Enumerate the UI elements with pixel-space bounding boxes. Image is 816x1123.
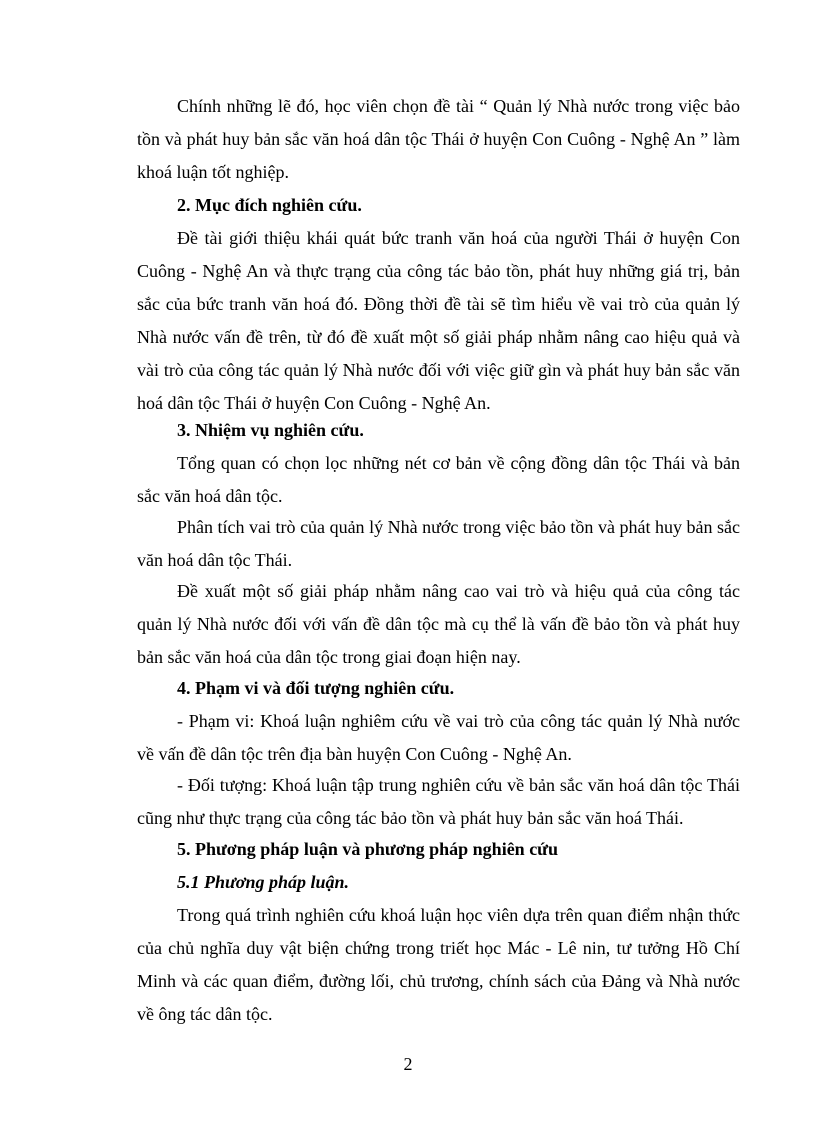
paragraph-methodology: Trong quá trình nghiên cứu khoá luận học viên dựa trên quan điểm nhận thức của chủ nghĩa duy vật biện chứng trong triết học Mác - Lê nin, tư tưởng Hồ Chí Minh và các quan điểm, đường lối, chủ trương, chính sách của Đảng và Nhà nước về ông tác dân tộc. [137, 905, 740, 1024]
heading-research-tasks: 3. Nhiệm vụ nghiên cứu. [177, 420, 364, 440]
paragraph-scope: - Phạm vi: Khoá luận nghiêm cứu về vai trò của công tác quản lý Nhà nước về vấn đề dân tộc trên địa bàn huyện Con Cuông - Nghệ An. [137, 711, 740, 764]
paragraph-object: - Đối tượng: Khoá luận tập trung nghiên cứu về bản sắc văn hoá dân tộc Thái cũng như thực trạng của công tác bảo tồn và phát huy bản sắc văn hoá Thái. [137, 775, 740, 828]
paragraph-research-purpose: Đề tài giới thiệu khái quát bức tranh văn hoá của người Thái ở huyện Con Cuông - Nghệ An và thực trạng của công tác bảo tồn, phát huy những giá trị, bản sắc của bức tranh văn hoá đó. Đồng thời đề tài sẽ tìm hiểu về vai trò của quản lý Nhà nước vấn đề trên, từ đó đề xuất một số giải pháp nhằm nâng cao hiệu quả và vài trò của công tác quản lý Nhà nước đối với việc giữ gìn và phát huy bản sắc văn hoá dân tộc Thái ở huyện Con Cuông - Nghệ An. [137, 228, 740, 413]
heading-research-purpose: 2. Mục đích nghiên cứu. [177, 195, 362, 215]
paragraph-intro: Chính những lẽ đó, học viên chọn đề tài “ Quản lý Nhà nước trong việc bảo tồn và phát huy bản sắc văn hoá dân tộc Thái ở huyện Con Cuông - Nghệ An ” làm khoá luận tốt nghiệp. [137, 96, 740, 182]
heading-methodology: 5. Phương pháp luận và phương pháp nghiên cứu [177, 839, 558, 859]
paragraph-task-1: Tổng quan có chọn lọc những nét cơ bản về cộng đồng dân tộc Thái và bản sắc văn hoá dân tộc. [137, 453, 740, 506]
heading-scope-object: 4. Phạm vi và đối tượng nghiên cứu. [177, 678, 455, 698]
page-number: 2 [403, 1054, 413, 1074]
paragraph-task-2: Phân tích vai trò của quản lý Nhà nước trong việc bảo tồn và phát huy bản sắc văn hoá dân tộc Thái. [137, 517, 740, 570]
paragraph-task-3: Đề xuất một số giải pháp nhằm nâng cao vai trò và hiệu quả của công tác quản lý Nhà nước đối với vấn đề dân tộc mà cụ thể là vấn đề bảo tồn và phát huy bản sắc văn hoá của dân tộc trong giai đoạn hiện nay. [137, 581, 740, 667]
heading-methodology-5-1: 5.1 Phương pháp luận. [177, 872, 349, 892]
